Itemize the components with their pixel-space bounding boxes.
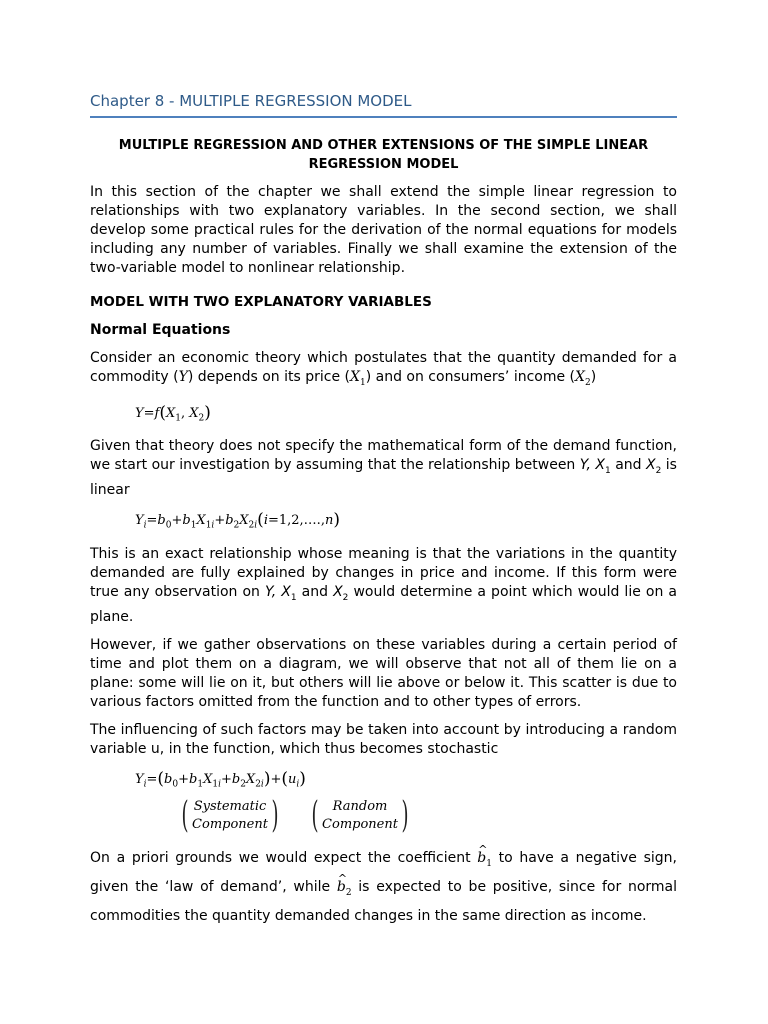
systematic-component-label: ( Systematic Component ) <box>181 795 279 837</box>
chapter-title: Chapter 8 - MULTIPLE REGRESSION MODEL <box>90 91 677 118</box>
equation-stochastic-model: $Y_i=(b_0+b_1X_{1i}+b_2X_{2i})+(u_i)$ <box>135 768 306 790</box>
equation-linear-model: $Y_i=b_0+b_1X_{1i}+b_2X_{2i}(i=1,2,\dots.,n)$ <box>135 510 340 531</box>
paragraph-consider: Consider an economic theory which postulates that the quantity demanded for a commodity (Y) depends on its price $(X_1)$ and on consumers’ income $(X_2)$ <box>90 350 677 388</box>
paragraph-given: Given that theory does not specify the mathematical form of the demand function, we start our investigation by assuming that the relationship between Y, $X_1$ and $X_2$ is linear <box>90 438 677 499</box>
equation-demand-function: $Y=f(X_1$, $X_2$) <box>135 402 211 424</box>
subsection-heading: Normal Equations <box>90 322 231 338</box>
intro-paragraph: In this section of the chapter we shall extend the simple linear regression to relationships with two explanatory variables. In the second section, we shall develop some practical rules for the derivation of the normal equations for models including any number of variables. Finally we shall examine the extension of the two-variable model to nonlinear relationship. <box>90 184 677 276</box>
section-heading: MODEL WITH TWO EXPLANATORY VARIABLES <box>90 294 432 310</box>
main-heading: MULTIPLE REGRESSION AND OTHER EXTENSIONS OF THE SIMPLE LINEAR REGRESSION MODEL <box>118 138 649 172</box>
document-page <box>90 91 677 928</box>
component-labels <box>90 795 677 838</box>
paragraph-apriori: On a priori grounds we would expect the coefficient ^ $b_1$ to have a negative sign, given the ‘law of demand’, while ^ $b_2$ is expected to be positive, since for normal commodities the quantity demanded changes in the same direction as income. <box>90 847 677 928</box>
paragraph-influencing: The influencing of such factors may be taken into account by introducing a random variable u, in the function, which thus becomes stochastic <box>90 721 677 757</box>
random-component-label: ( Random Component ) <box>311 795 409 837</box>
paragraph-however: However, if we gather observations on these variables during a certain period of time and plot them on a diagram, we will observe that not all of them lie on a plane: some will lie on it, but others will lie above or below it. This scatter is due to various factors omitted from the function and to other types of errors. <box>90 636 677 710</box>
paragraph-exact: This is an exact relationship whose meaning is that the variations in the quantity demanded are fully explained by changes in price and income. If this form were true any observation on Y, $X_1$ and $X_2$ would determine a point which would lie on a plane. <box>90 545 677 625</box>
